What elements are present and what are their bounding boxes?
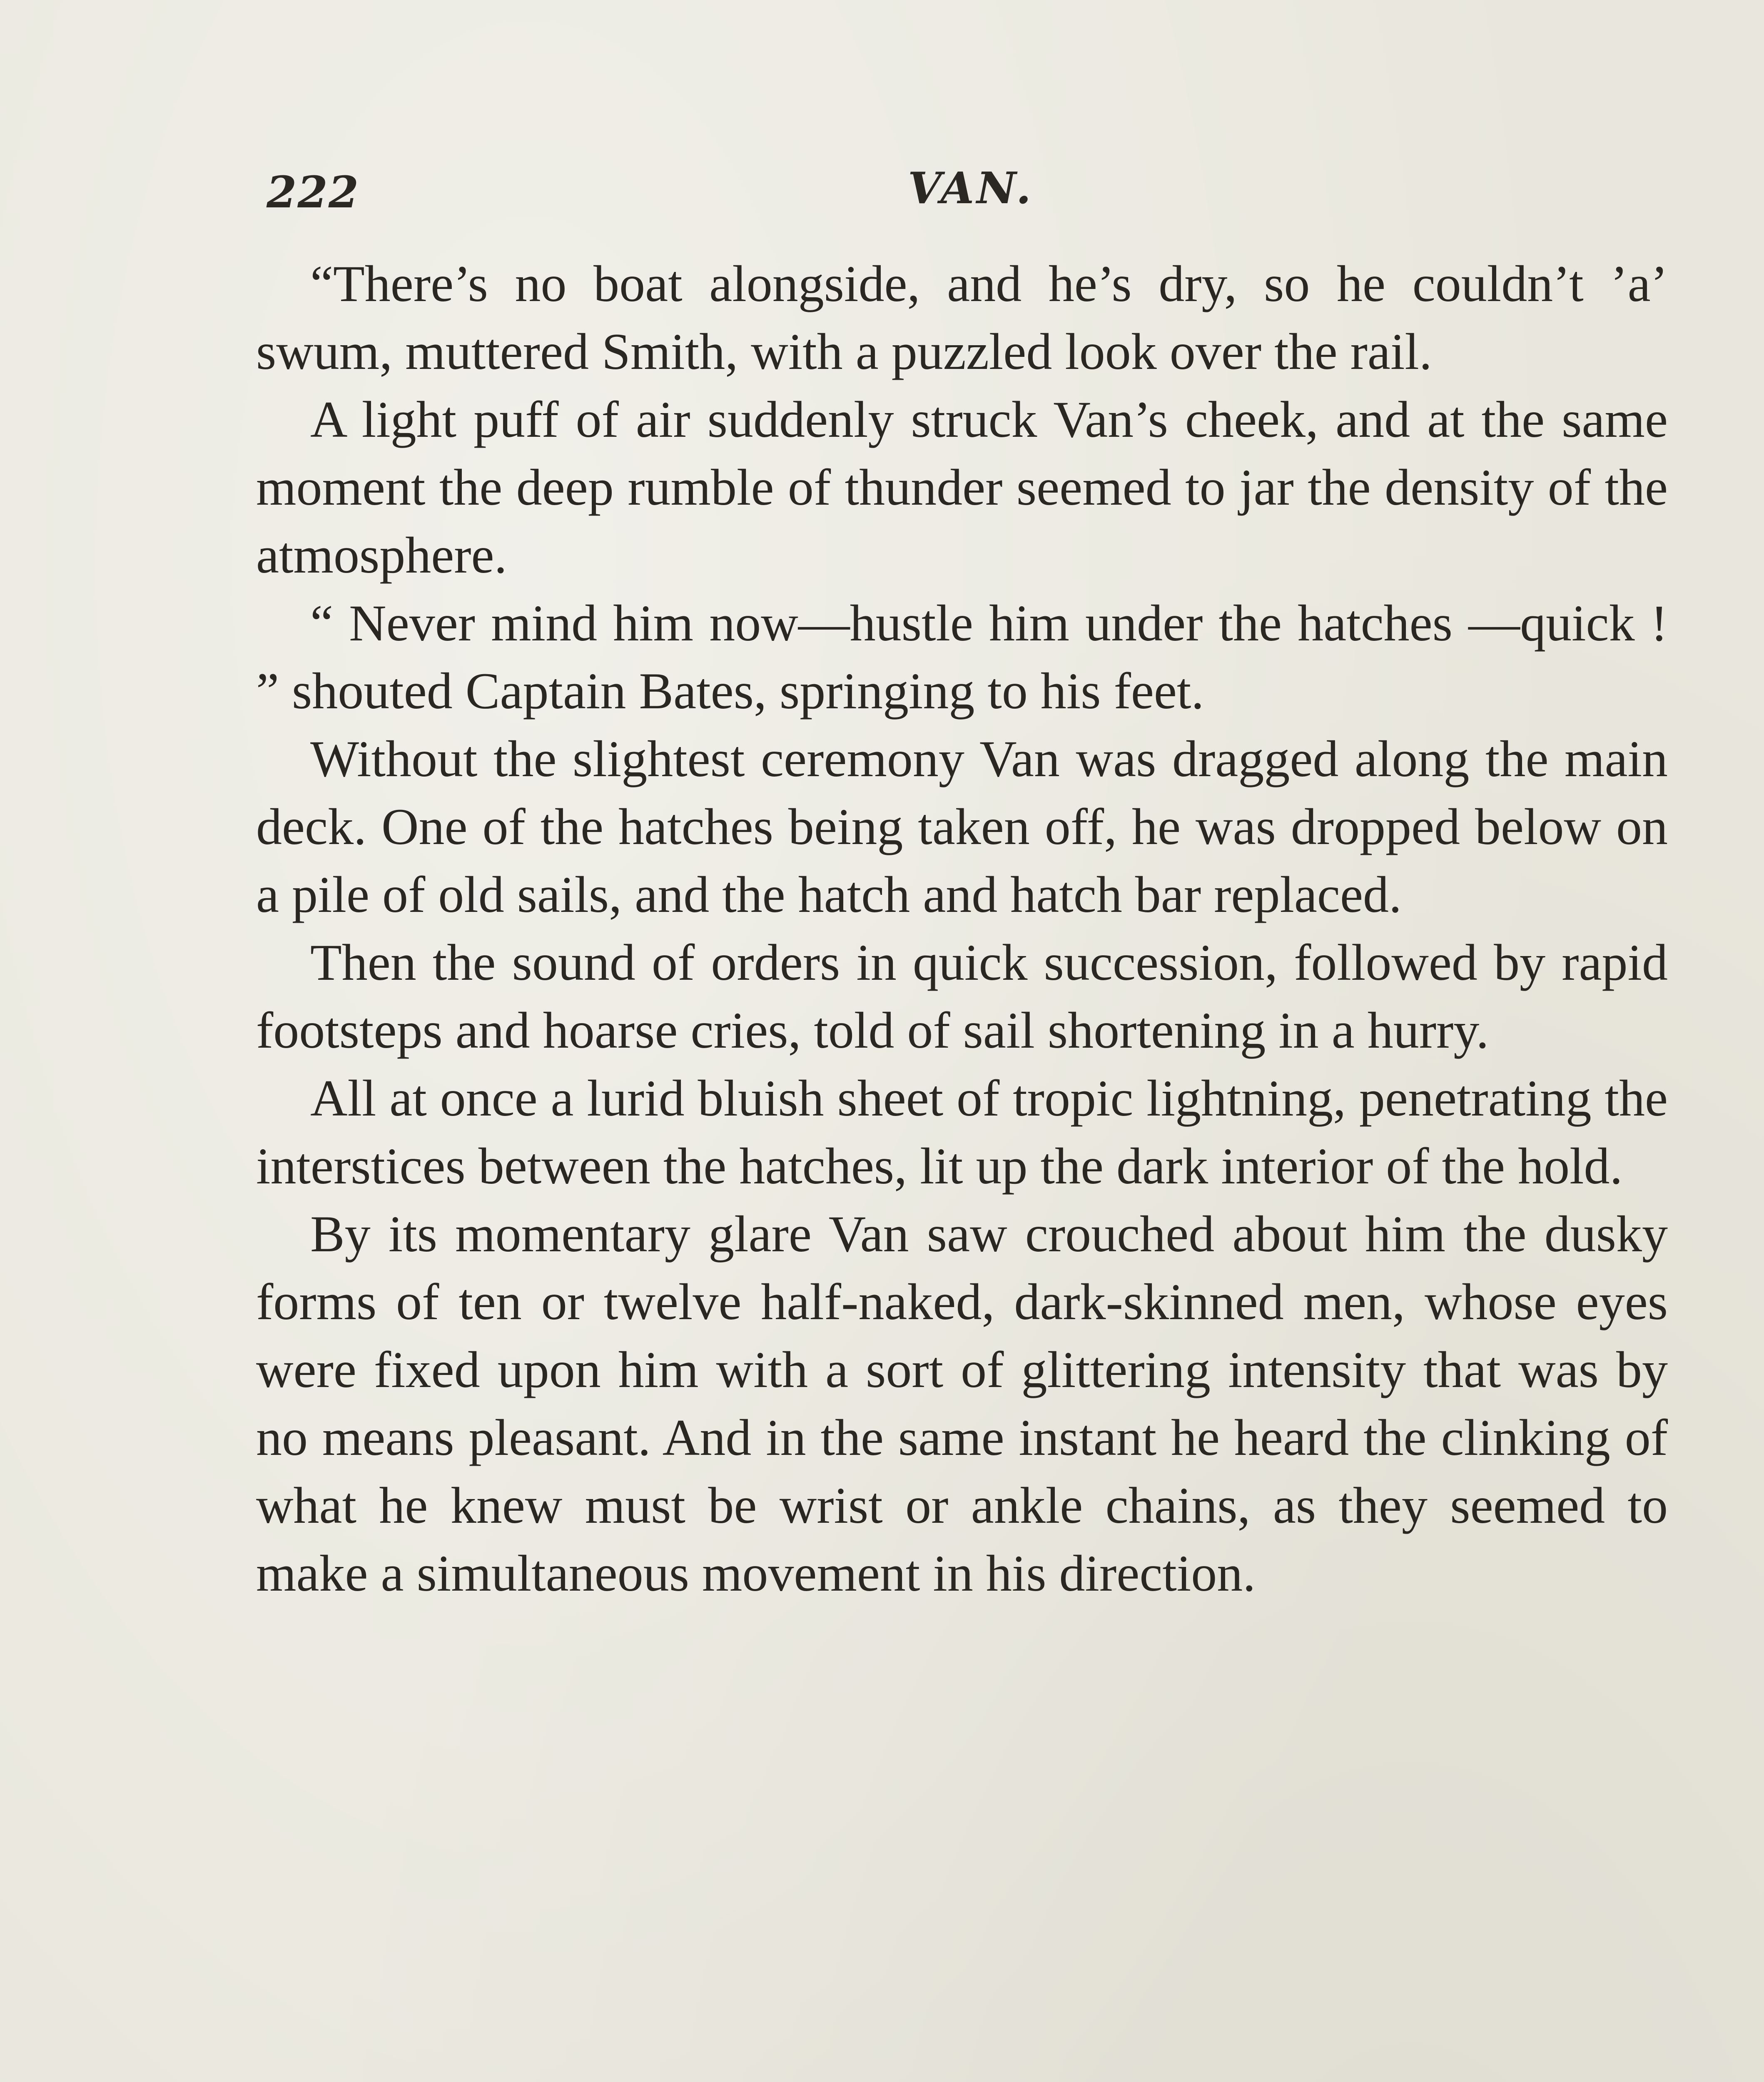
- running-title: VAN.: [908, 162, 1034, 214]
- running-head: [258, 158, 1666, 225]
- paragraph-5: Then the sound of orders in quick succession, followed by rapid footsteps and hoarse cries, told of sail shortening in a hurry.: [256, 934, 1668, 1059]
- paragraph-1: “There’s no boat alongside, and he’s dry, so he couldn’t ’a’ swum, muttered Smith, with a puzzled look over the rail.: [256, 255, 1668, 380]
- page-number: 222: [267, 167, 360, 218]
- paragraph-6: All at once a lurid bluish sheet of tropic lightning, penetrating the interstices between the hatches, lit up the dark interior of the hold.: [256, 1070, 1668, 1195]
- paragraph-3: “ Never mind him now—hustle him under the hatches —quick ! ” shouted Captain Bates, springing to his feet.: [256, 595, 1668, 720]
- body-text: [256, 250, 1668, 1607]
- paragraph-4: Without the slightest ceremony Van was dragged along the main deck. One of the hatches being taken off, he was dropped below on a pile of old sails, and the hatch and hatch bar replaced.: [256, 730, 1668, 923]
- paragraph-2: A light puff of air suddenly struck Van’s cheek, and at the same moment the deep rumble of thunder seemed to jar the density of the atmosphere.: [256, 391, 1668, 584]
- paragraph-7: By its momentary glare Van saw crouched about him the dusky forms of ten or twelve half-naked, dark-skinned men, whose eyes were fixed upon him with a sort of glittering intensity that was by no means pleasant. And in the same instant he heard the clinking of what he knew must be wrist or ankle chains, as they seemed to make a simultaneous movement in his direction.: [256, 1205, 1668, 1602]
